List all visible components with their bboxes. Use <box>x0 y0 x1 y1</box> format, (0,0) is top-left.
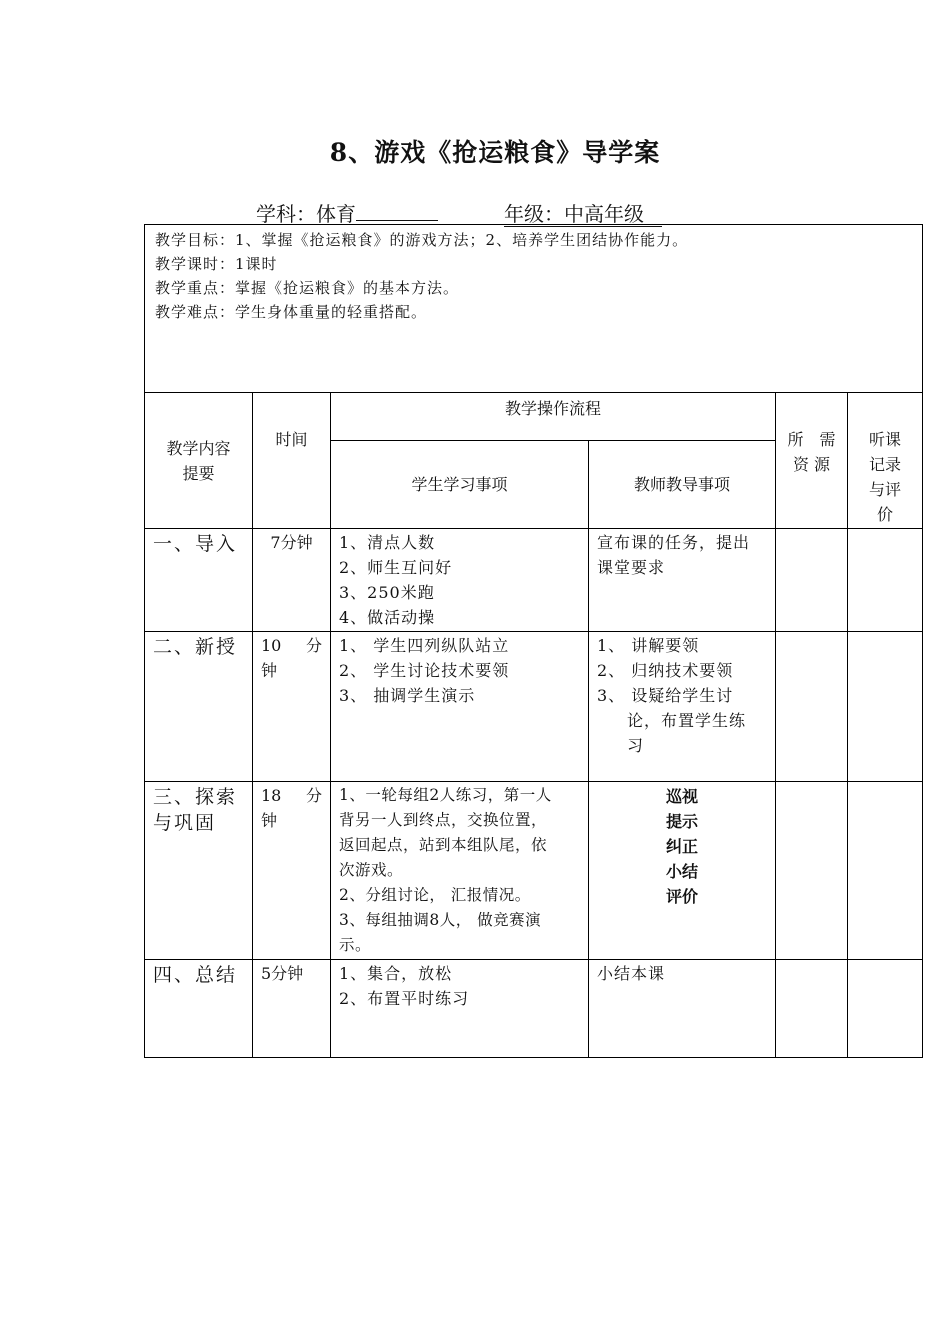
student-items: 1、 学生四列纵队站立 2、 学生讨论技术要领 3、 抽调学生演示 <box>331 632 589 782</box>
section-name: 三、探索 与巩固 <box>145 782 253 960</box>
section-name: 二、新授 <box>145 632 253 782</box>
record-cell <box>848 782 923 960</box>
subject-label: 学科：体育 <box>256 202 356 226</box>
header-process: 教学操作流程 <box>331 393 776 441</box>
header-content: 教学内容 提要 <box>145 393 253 529</box>
lesson-plan-table <box>144 224 923 1058</box>
section-time: 10 分 钟 <box>253 632 331 782</box>
subject-underline <box>356 204 438 221</box>
table-row <box>145 529 923 632</box>
teaching-difficulty: 教学难点：学生身体重量的轻重搭配。 <box>155 303 428 321</box>
student-items: 1、清点人数 2、师生互问好 3、250米跑 4、做活动操 <box>331 529 589 632</box>
teacher-items: 小结本课 <box>589 960 776 1058</box>
record-cell <box>848 529 923 632</box>
table-row <box>145 782 923 960</box>
teacher-items: 1、 讲解要领 2、 归纳技术要领 3、 设疑给学生讨 论，布置学生练 习 <box>589 632 776 782</box>
resources-cell <box>776 529 848 632</box>
header-record: 听课 记录 与评 价 <box>848 393 923 529</box>
header-resources: 所 需 资 源 <box>776 393 848 529</box>
lesson-info <box>145 225 923 393</box>
table-row <box>145 632 923 782</box>
section-time: 18 分 钟 <box>253 782 331 960</box>
header-time: 时间 <box>253 393 331 529</box>
teaching-objective: 教学目标：1、掌握《抢运粮食》的游戏方法；2、培养学生团结协作能力。 <box>155 231 689 249</box>
resources-cell <box>776 632 848 782</box>
meta-line <box>256 198 662 227</box>
record-cell <box>848 632 923 782</box>
record-cell <box>848 960 923 1058</box>
teacher-items: 巡视 提示 纠正 小结 评价 <box>589 782 776 960</box>
resources-cell <box>776 782 848 960</box>
section-time: 7分钟 <box>253 529 331 632</box>
header-student: 学生学习事项 <box>331 441 589 529</box>
section-name: 四、总结 <box>145 960 253 1058</box>
student-items: 1、一轮每组2人练习，第一人 背另一人到终点，交换位置， 返回起点，站到本组队尾，依 次游戏。 2、分组讨论， 汇报情况。 3、每组抽调8人， 做竞赛演 示。 <box>331 782 589 960</box>
header-teacher: 教师教导事项 <box>589 441 776 529</box>
table-row <box>145 960 923 1058</box>
student-items: 1、集合，放松 2、布置平时练习 <box>331 960 589 1058</box>
section-name: 一、导入 <box>145 529 253 632</box>
teacher-items: 宣布课的任务，提出 课堂要求 <box>589 529 776 632</box>
resources-cell <box>776 960 848 1058</box>
document-title: 8、游戏《抢运粮食》导学案 <box>329 138 661 167</box>
section-time: 5分钟 <box>253 960 331 1058</box>
teaching-hours: 教学课时：1课时 <box>155 255 278 273</box>
grade-label: 年级：中高年级 <box>504 202 662 227</box>
teaching-focus: 教学重点：掌握《抢运粮食》的基本方法。 <box>155 279 460 297</box>
